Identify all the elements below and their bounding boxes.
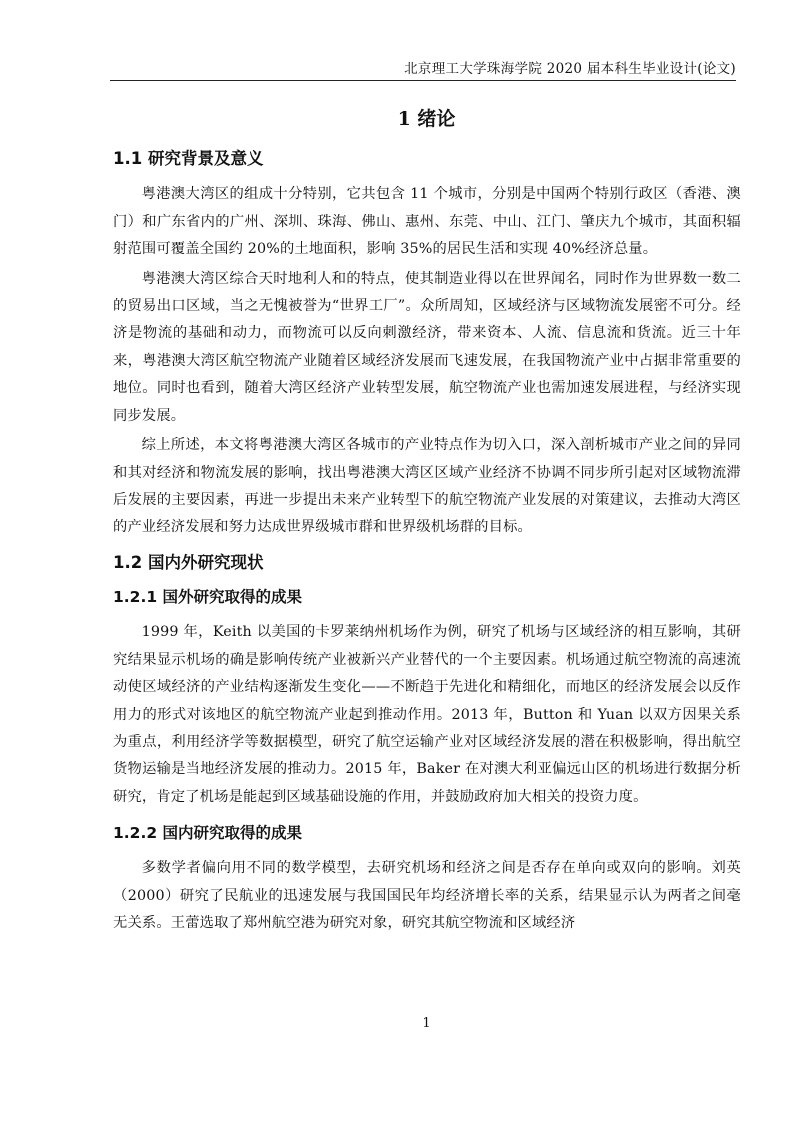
paragraph-1-1-b: 粤港澳大湾区综合天时地利人和的特点，使其制造业得以在世界闻名，同时作为世界数一数二的贸易出口区域，当之无愧被誉为“世界工厂”。众所周知，区域经济与区域物流发展密不可分。经济是物流的基础和动力，而物流可以反向刺激经济，带来资本、人流、信息流和货流。近三十年来，粤港澳大湾区航空物流产业随着区域经济发展而飞速发展，在我国物流产业中占据非常重要的地位。同时也看到，随着大湾区经济产业转型发展，航空物流产业也需加速发展进程，与经济实现同步发展。 (113, 270, 741, 424)
document-body (113, 146, 741, 940)
paragraph-1-1-a: 粤港澳大湾区的组成十分特别，它共包含 11 个城市，分别是中国两个特别行政区（香港、澳门）和广东省内的广州、深圳、珠海、佛山、惠州、东莞、中山、江门、肇庆九个城市，其面积辐射范围可覆盖全国约 20%的土地面积，影响 35%的居民生活和实现 40%经济总量。 (113, 186, 741, 258)
page-number: 1 (422, 1016, 431, 1031)
section-heading-1-2-2: 1.2.2 国内研究取得的成果 (113, 824, 303, 843)
section-heading-1-1: 1.1 研究背景及意义 (113, 149, 264, 168)
section-heading-1-2-1: 1.2.1 国外研究取得的成果 (113, 588, 303, 607)
running-header: 北京理工大学珠海学院 2020 届本科生毕业设计(论文) (404, 61, 736, 77)
section-heading-1-2: 1.2 国内外研究现状 (113, 552, 264, 572)
header-rule (110, 80, 736, 81)
paragraph-1-2-2-a: 多数学者偏向用不同的数学模型，去研究机场和经济之间是否存在单向或双向的影响。刘英（2000）研究了民航业的迅速发展与我国国民年均经济增长率的关系，结果显示认为两者之间毫无关系。王蕾选取了郑州航空港为研究对象，研究其航空物流和区域经济 (113, 860, 741, 932)
chapter-title: 1 绪论 (397, 108, 456, 130)
paragraph-1-1-c: 综上所述，本文将粤港澳大湾区各城市的产业特点作为切入口，深入剖析城市产业之间的异同和其对经济和物流发展的影响，找出粤港澳大湾区区域产业经济不协调不同步所引起对区域物流滞后发展的主要因素，再进一步提出未来产业转型下的航空物流产业发展的对策建议，去推动大湾区的产业经济发展和努力达成世界级城市群和世界级机场群的目标。 (113, 437, 741, 536)
paragraph-1-2-1-a: 1999 年，Keith 以美国的卡罗莱纳州机场作为例，研究了机场与区域经济的相互影响，其研究结果显示机场的确是影响传统产业被新兴产业替代的一个主要因素。机场通过航空物流的高速流动使区域经济的产业结构逐渐发生变化——不断趋于先进化和精细化，而地区的经济发展会以反作用力的形式对该地区的航空物流产业起到推动作用。2013 年，Button 和 Yuan 以双方因果关系为重点，利用经济学等数据模型，研究了航空运输产业对区域经济发展的潜在积极影响，得出航空货物运输是当地经济发展的推动力。2015 年，Baker 在对澳大利亚偏远山区的机场进行数据分析研究，肯定了机场是能起到区域基础设施的作用，并鼓励政府加大相关的投资力度。 (113, 624, 741, 805)
